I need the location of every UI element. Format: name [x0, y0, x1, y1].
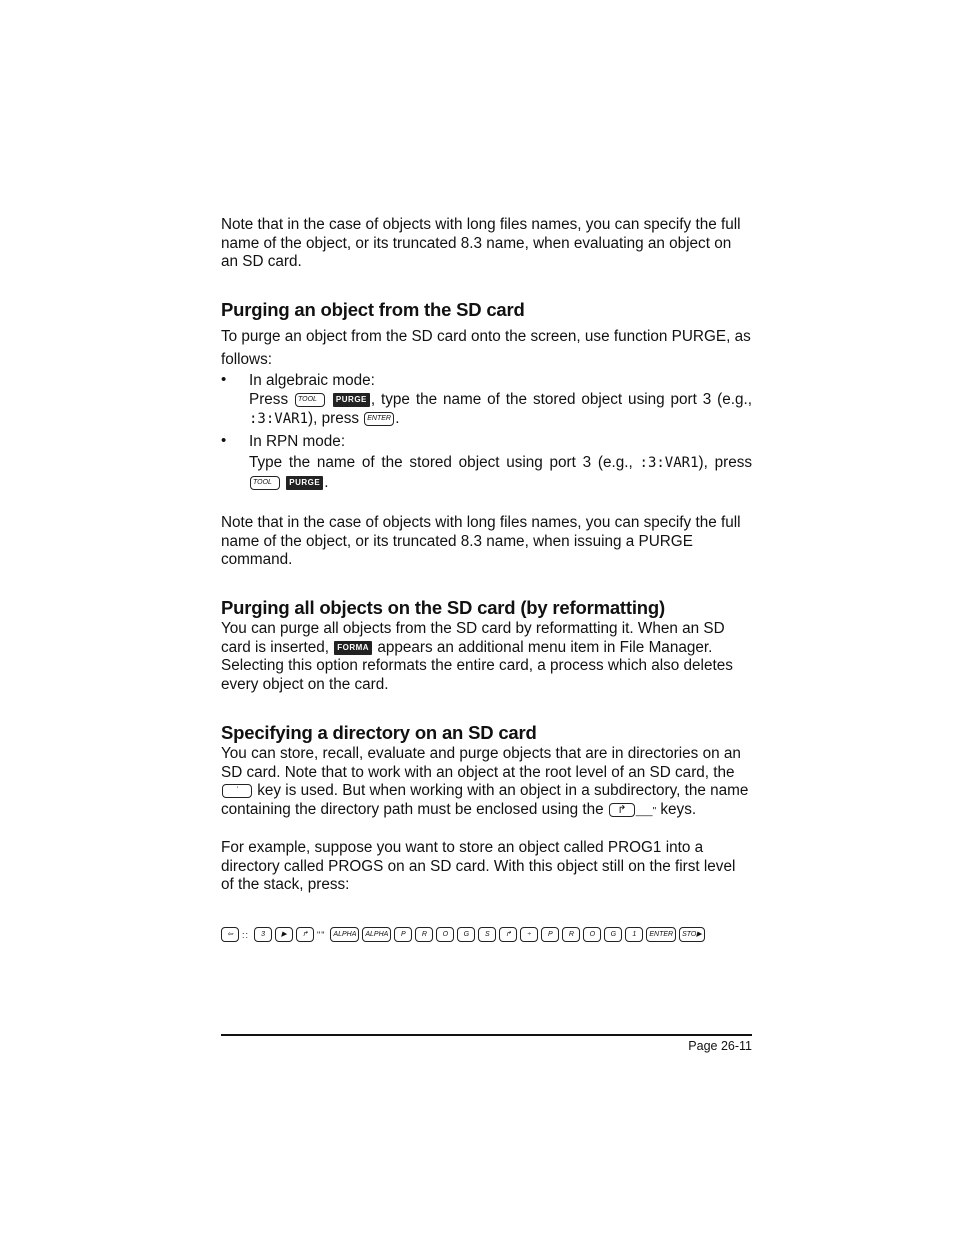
tool-key: TOOL	[250, 476, 280, 490]
keystroke-17: O	[583, 927, 601, 942]
keystroke-4: ↱	[296, 927, 314, 942]
bullet2-body: Type the name of the stored object using port 3 (e.g., :3:VAR1), press TOOL PURGE .	[249, 454, 753, 491]
section2-text-b: appears an additional menu item in File Manager. Selecting this option reformats the entire card, a process which also deletes every object on the card.	[221, 638, 733, 693]
keystroke-9: R	[415, 927, 433, 942]
keystroke-15: P	[541, 927, 559, 942]
section1-intro-b: follows:	[221, 351, 273, 368]
footer-rule	[221, 1034, 752, 1036]
bullet2-text: Type the name of the stored object using port 3 (e.g.,	[249, 454, 633, 471]
enter-key: ENTER	[364, 412, 394, 426]
section1-note: Note that in the case of objects with long files names, you can specify the full name of the object, or its truncated 8.3 name, when issuing a PURGE command.	[221, 514, 741, 569]
page-number: Page 26-11	[688, 1039, 752, 1053]
keystroke-13: ↱	[499, 927, 517, 942]
keystroke-18: G	[604, 927, 622, 942]
bullet-marker: •	[221, 371, 227, 388]
bullet2-title: In RPN mode:	[249, 433, 346, 450]
tool-key: TOOL	[295, 393, 325, 407]
format-softkey: FORMA	[334, 641, 372, 655]
heading-purging-all: Purging all objects on the SD card (by reformatting)	[221, 597, 665, 618]
purge-softkey: PURGE	[286, 476, 323, 490]
section3-text	[221, 745, 752, 821]
keystroke-16: R	[562, 927, 580, 942]
section3-text-b: key is used. But when working with an object in a subdirectory, the name containing the directory path must be enclosed using the	[221, 782, 749, 818]
bullet1-title: In algebraic mode:	[249, 372, 375, 389]
keystroke-1: ::	[242, 929, 250, 940]
bullet-marker: •	[221, 432, 227, 449]
keystroke-14: ÷	[520, 927, 538, 942]
keystroke-11: G	[457, 927, 475, 942]
section3-example: For example, suppose you want to store an object called PROG1 into a directory called PROGS on an SD card. With this object still on the first level of the stack, press:	[221, 839, 736, 894]
keystroke-3: ▶	[275, 927, 293, 942]
section1-intro-a: To purge an object from the SD card onto the screen, use function PURGE, as	[221, 328, 751, 345]
keystroke-2: 3	[254, 927, 272, 942]
section3-text-c: keys.	[660, 800, 697, 818]
keystroke-8: P	[394, 927, 412, 942]
bullet1-press: Press	[249, 391, 289, 408]
keystroke-21: STO▶	[679, 927, 705, 942]
keystroke-5: ""	[317, 929, 326, 940]
bullet1-example: :3:VAR1	[249, 411, 309, 427]
heading-purging-object: Purging an object from the SD card	[221, 299, 525, 320]
keystroke-7: ALPHA	[362, 927, 391, 942]
section2-text	[221, 620, 752, 694]
keystroke-6: ALPHA	[330, 927, 359, 942]
heading-specifying-directory: Specifying a directory on an SD card	[221, 722, 537, 743]
section3-text-a: You can store, recall, evaluate and purge objects that are in directories on an SD card. Note that to work with an object at the root level of an SD card, the	[221, 745, 741, 781]
quotes-label: ___"	[635, 805, 657, 817]
bullet2-close: ), press	[698, 454, 753, 471]
bullet1-after: , type the name of the stored object using port 3 (e.g.,	[370, 391, 753, 408]
keystroke-0: ⇦	[221, 927, 239, 942]
bullet1-close: ), press	[308, 410, 360, 427]
bullet2-example: :3:VAR1	[639, 455, 699, 471]
keystroke-sequence	[221, 926, 708, 942]
right-shift-key: ↱	[609, 803, 635, 817]
keystroke-19: 1	[625, 927, 643, 942]
section2-text-a: You can purge all objects from the SD card by reformatting it. When an SD card is inserted,	[221, 620, 725, 656]
bullet1-body: Press TOOL PURGE , type the name of the stored object using port 3 (e.g., :3:VAR1), press ENTER .	[249, 391, 753, 427]
keystroke-12: S	[478, 927, 496, 942]
keystroke-10: O	[436, 927, 454, 942]
intro-note: Note that in the case of objects with long files names, you can specify the full name of the object, or its truncated 8.3 name, when evaluating an object on an SD card.	[221, 216, 741, 271]
purge-softkey: PURGE	[333, 393, 370, 407]
keystroke-20: ENTER	[646, 927, 676, 942]
tick-key: ʼ	[222, 784, 252, 798]
